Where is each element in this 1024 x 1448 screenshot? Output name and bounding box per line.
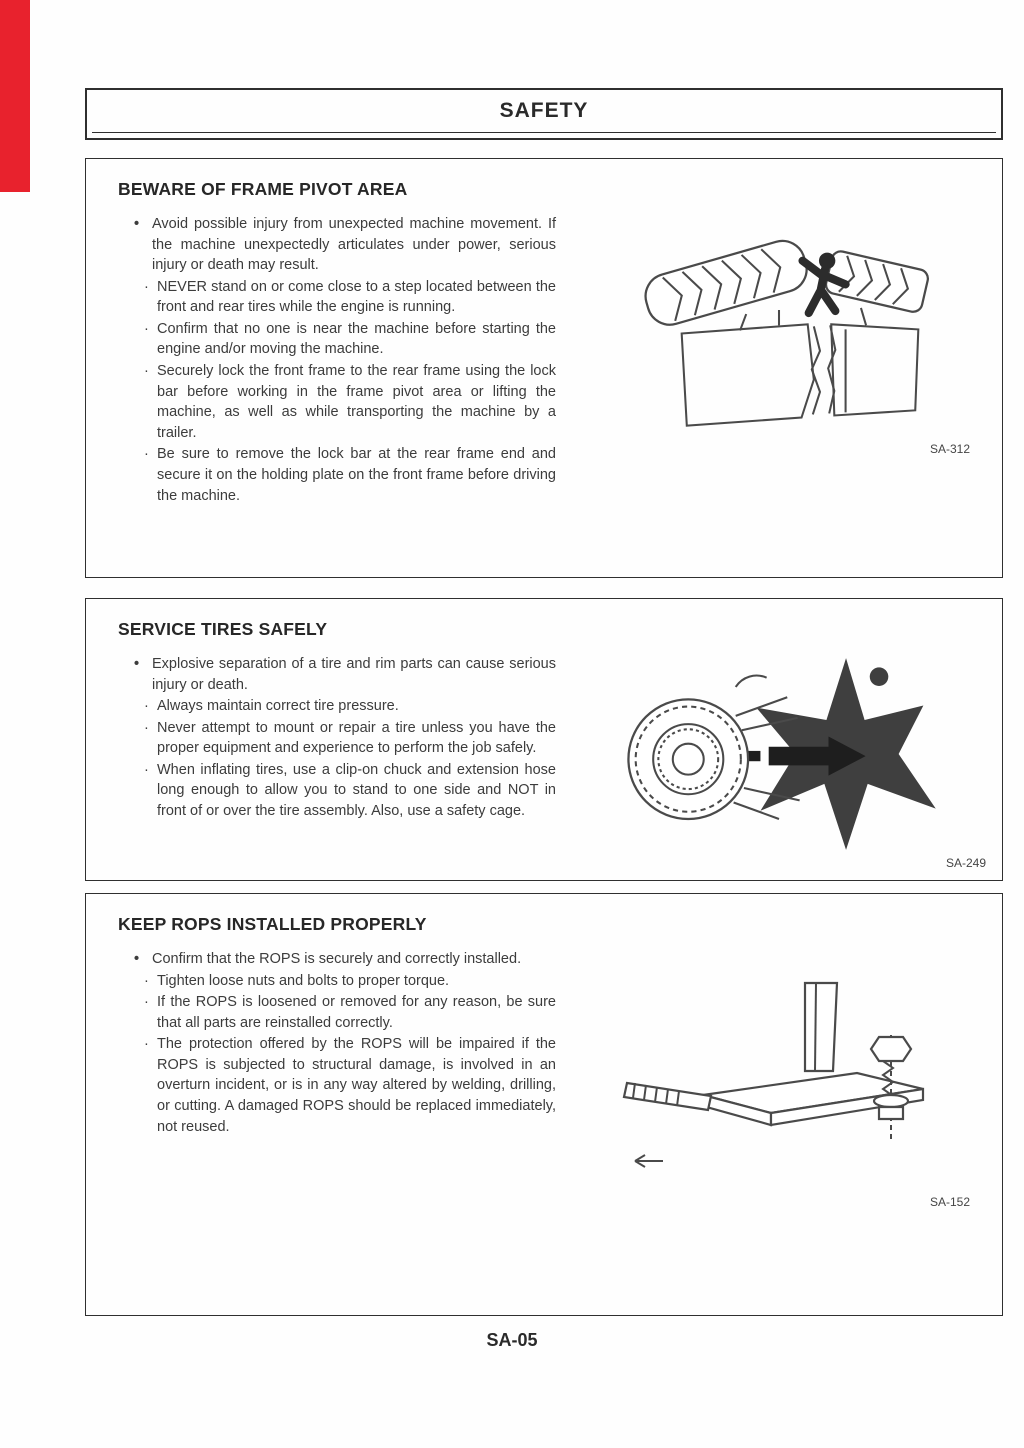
section-text-column xyxy=(86,949,556,1209)
bullet-text: Never attempt to mount or repair a tire unless you have the proper equipment and experience to perform the job safely. xyxy=(157,719,556,757)
bullet-marker: · xyxy=(144,278,149,295)
section-service-tires xyxy=(85,598,1003,881)
bullet-text: Confirm that no one is near the machine before starting the engine and/or moving the machine. xyxy=(157,320,556,358)
bullet-text: Securely lock the front frame to the rear frame using the lock bar before working in the frame pivot area or lifting the machine, as well as while transporting the machine by a trailer. xyxy=(157,363,556,441)
list-item xyxy=(134,949,556,970)
section-figure-column xyxy=(556,949,1002,1209)
page-title: SAFETY xyxy=(499,99,589,122)
bullet-text: The protection offered by the ROPS will be impaired if the ROPS is subjected to structural damage, is involved in an overturn incident, or is in any way altered by welding, drilling, or cutting. A damaged ROPS should be replaced immediately, not reused. xyxy=(157,1036,556,1135)
section-frame-pivot xyxy=(85,158,1003,578)
bullet-marker: · xyxy=(144,1036,149,1053)
section-text-column xyxy=(86,214,556,507)
red-edge-stripe xyxy=(0,0,30,192)
section-title: BEWARE OF FRAME PIVOT AREA xyxy=(118,179,408,199)
list-item xyxy=(134,760,556,822)
tire-explosion-illustration xyxy=(614,656,944,852)
list-item xyxy=(134,361,556,443)
bullet-marker: • xyxy=(134,216,140,232)
figure-label: SA-312 xyxy=(929,442,970,456)
header-divider xyxy=(92,132,996,133)
section-text-column xyxy=(86,654,556,870)
section-body xyxy=(86,214,1002,507)
bullet-text: NEVER stand on or come close to a step located between the front and rear tires while the engine is running. xyxy=(157,278,556,316)
list-item xyxy=(134,971,556,992)
bullet-text: Tighten loose nuts and bolts to proper torque. xyxy=(157,972,450,989)
list-item xyxy=(134,1034,556,1137)
bullet-text: Be sure to remove the lock bar at the rear frame end and secure it on the holding plate on the front frame before driving the machine. xyxy=(157,446,556,504)
bullet-marker: · xyxy=(144,719,149,736)
rops-mounting-illustration xyxy=(619,977,939,1191)
figure-label: SA-152 xyxy=(929,1195,970,1209)
bullet-marker: · xyxy=(144,698,149,715)
section-body xyxy=(86,654,1002,870)
bullet-marker: • xyxy=(134,951,140,967)
bullet-text: Confirm that the ROPS is securely and correctly installed. xyxy=(152,951,522,967)
section-keep-rops xyxy=(85,893,1003,1316)
frame-pivot-illustration xyxy=(624,228,934,438)
bullet-marker: · xyxy=(144,363,149,380)
bullet-text: Avoid possible injury from unexpected machine movement. If the machine unexpectedly articulates under power, serious injury or death may result. xyxy=(152,216,556,274)
list-item xyxy=(134,992,556,1033)
list-item xyxy=(134,319,556,360)
bullet-marker: · xyxy=(144,320,149,337)
section-title: KEEP ROPS INSTALLED PROPERLY xyxy=(118,914,427,934)
section-body xyxy=(86,949,1002,1209)
list-item xyxy=(134,444,556,506)
list-item xyxy=(134,718,556,759)
bullet-marker: · xyxy=(144,994,149,1011)
bullet-text: Explosive separation of a tire and rim parts can cause serious injury or death. xyxy=(152,656,556,693)
bullet-text: When inflating tires, use a clip-on chuck and extension hose long enough to allow you to stand to one side and NOT in front of or over the tire assembly. Also, use a safety cage. xyxy=(157,761,556,820)
bullet-text: If the ROPS is loosened or removed for any reason, be sure that all parts are reinstalled correctly. xyxy=(157,994,556,1031)
figure-label: SA-249 xyxy=(945,856,986,870)
bullet-marker: · xyxy=(144,972,149,989)
page-number: SA-05 xyxy=(486,1330,538,1350)
section-figure-column xyxy=(556,214,1002,507)
bullet-text: Always maintain correct tire pressure. xyxy=(157,698,399,715)
list-item xyxy=(134,214,556,276)
bullet-marker: • xyxy=(134,656,140,672)
list-item xyxy=(134,277,556,318)
list-item xyxy=(134,654,556,695)
bullet-marker: · xyxy=(144,761,149,778)
bullet-marker: · xyxy=(144,446,149,463)
section-title: SERVICE TIRES SAFELY xyxy=(118,619,328,639)
page-header xyxy=(85,88,1003,140)
section-figure-column xyxy=(556,654,1002,870)
list-item xyxy=(134,696,556,717)
